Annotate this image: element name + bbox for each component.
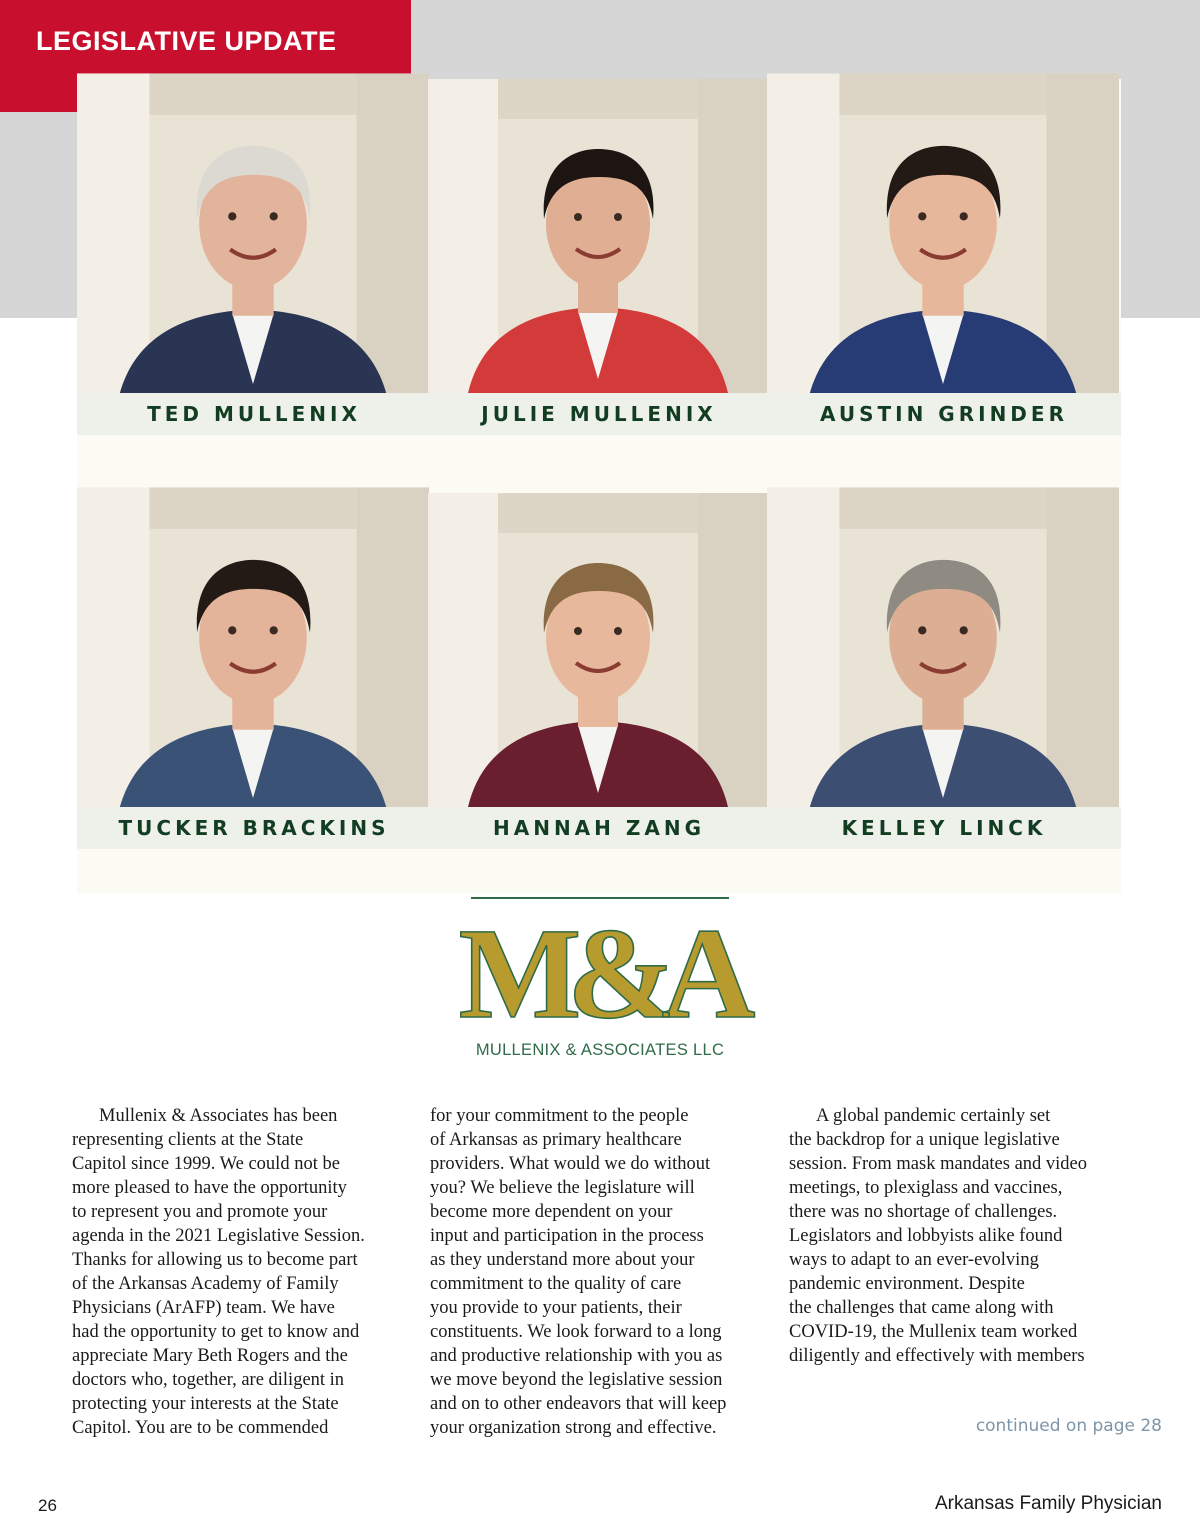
text-line: appreciate Mary Beth Rogers and the xyxy=(72,1346,348,1366)
person-portrait-icon xyxy=(767,493,1119,807)
text-line: and on to other endeavors that will keep xyxy=(430,1394,727,1414)
page-number: 26 xyxy=(38,1496,57,1515)
article-column-1 xyxy=(72,1104,408,1440)
member-name: HANNAH ZANG xyxy=(431,807,767,849)
section-tab xyxy=(0,0,411,79)
text-line: there was no shortage of challenges. xyxy=(789,1202,1058,1222)
member-name: KELLEY LINCK xyxy=(767,807,1121,849)
continued-link[interactable]: continued on page 28 xyxy=(975,1416,1162,1436)
portrait-photo xyxy=(767,493,1121,807)
monogram-logo-icon xyxy=(458,902,742,1046)
team-member xyxy=(767,493,1121,849)
portrait-photo xyxy=(77,493,431,807)
logo-rule xyxy=(471,897,729,899)
portrait-photo xyxy=(431,493,767,807)
publication-name: Arkansas Family Physician xyxy=(934,1493,1162,1514)
text-line: for your commitment to the people xyxy=(430,1106,689,1126)
text-line: to represent you and promote your xyxy=(72,1202,328,1222)
text-line: Capitol. You are to be commended xyxy=(72,1418,329,1438)
text-line: constituents. We look forward to a long xyxy=(430,1322,722,1342)
text-line: meetings, to plexiglass and vaccines, xyxy=(789,1178,1063,1198)
text-line: the challenges that came along with xyxy=(789,1298,1054,1318)
text-line: and productive relationship with you as xyxy=(430,1346,723,1366)
team-member xyxy=(431,493,767,849)
text-line: of the Arkansas Academy of Family xyxy=(72,1274,339,1294)
team-member xyxy=(767,79,1121,435)
team-row-2 xyxy=(77,493,1121,849)
section-tab-accent xyxy=(0,79,77,112)
team-row-1 xyxy=(77,79,1121,435)
text-line: of Arkansas as primary healthcare xyxy=(430,1130,682,1150)
team-member xyxy=(77,493,431,849)
company-logo xyxy=(458,897,742,1065)
member-name: TED MULLENIX xyxy=(77,393,431,435)
person-portrait-icon xyxy=(77,493,429,807)
text-line: your organization strong and effective. xyxy=(430,1418,717,1438)
text-line: Mullenix & Associates has been xyxy=(99,1106,338,1126)
member-name: JULIE MULLENIX xyxy=(431,393,767,435)
text-line: ways to adapt to an ever-evolving xyxy=(789,1250,1039,1270)
person-portrait-icon xyxy=(431,493,765,807)
text-line: become more dependent on your xyxy=(430,1202,673,1222)
text-line: you? We believe the legislature will xyxy=(430,1178,695,1198)
text-line: protecting your interests at the State xyxy=(72,1394,339,1414)
text-line: A global pandemic certainly set xyxy=(816,1106,1051,1126)
text-line: diligently and effectively with members xyxy=(789,1346,1085,1366)
person-portrait-icon xyxy=(767,79,1119,393)
text-line: Physicians (ArAFP) team. We have xyxy=(72,1298,335,1318)
portrait-photo xyxy=(767,79,1121,393)
text-line: pandemic environment. Despite xyxy=(789,1274,1025,1294)
team-member xyxy=(77,79,431,435)
text-line: had the opportunity to get to know and xyxy=(72,1322,360,1342)
person-portrait-icon xyxy=(77,79,429,393)
text-line: Capitol since 1999. We could not be xyxy=(72,1154,340,1174)
text-line: agenda in the 2021 Legislative Session. xyxy=(72,1226,365,1246)
text-line: representing clients at the State xyxy=(72,1130,304,1150)
text-line: providers. What would we do without xyxy=(430,1154,711,1174)
text-line: input and participation in the process xyxy=(430,1226,704,1246)
text-line: doctors who, together, are diligent in xyxy=(72,1370,345,1390)
text-line: the backdrop for a unique legislative xyxy=(789,1130,1060,1150)
team-photo-panel xyxy=(77,79,1121,893)
section-label: LEGISLATIVE UPDATE xyxy=(36,26,337,56)
portrait-photo xyxy=(77,79,431,393)
text-line: Legislators and lobbyists alike found xyxy=(789,1226,1063,1246)
text-line: you provide to your patients, their xyxy=(430,1298,682,1318)
text-line: session. From mask mandates and video xyxy=(789,1154,1088,1174)
member-name: AUSTIN GRINDER xyxy=(767,393,1121,435)
text-line: COVID-19, the Mullenix team worked xyxy=(789,1322,1078,1342)
article-column-2 xyxy=(430,1104,770,1440)
text-line: we move beyond the legislative session xyxy=(430,1370,723,1390)
team-member xyxy=(431,79,767,435)
portrait-photo xyxy=(431,79,767,393)
member-name: TUCKER BRACKINS xyxy=(77,807,431,849)
svg-text:M&A: M&A xyxy=(458,902,742,1046)
text-line: Thanks for allowing us to become part xyxy=(72,1250,358,1270)
text-line: as they understand more about your xyxy=(430,1250,695,1270)
text-line: commitment to the quality of care xyxy=(430,1274,682,1294)
logo-caption: MULLENIX & ASSOCIATES LLC xyxy=(475,1041,725,1059)
text-line: more pleased to have the opportunity xyxy=(72,1178,347,1198)
article-column-3 xyxy=(789,1104,1134,1368)
person-portrait-icon xyxy=(431,79,765,393)
